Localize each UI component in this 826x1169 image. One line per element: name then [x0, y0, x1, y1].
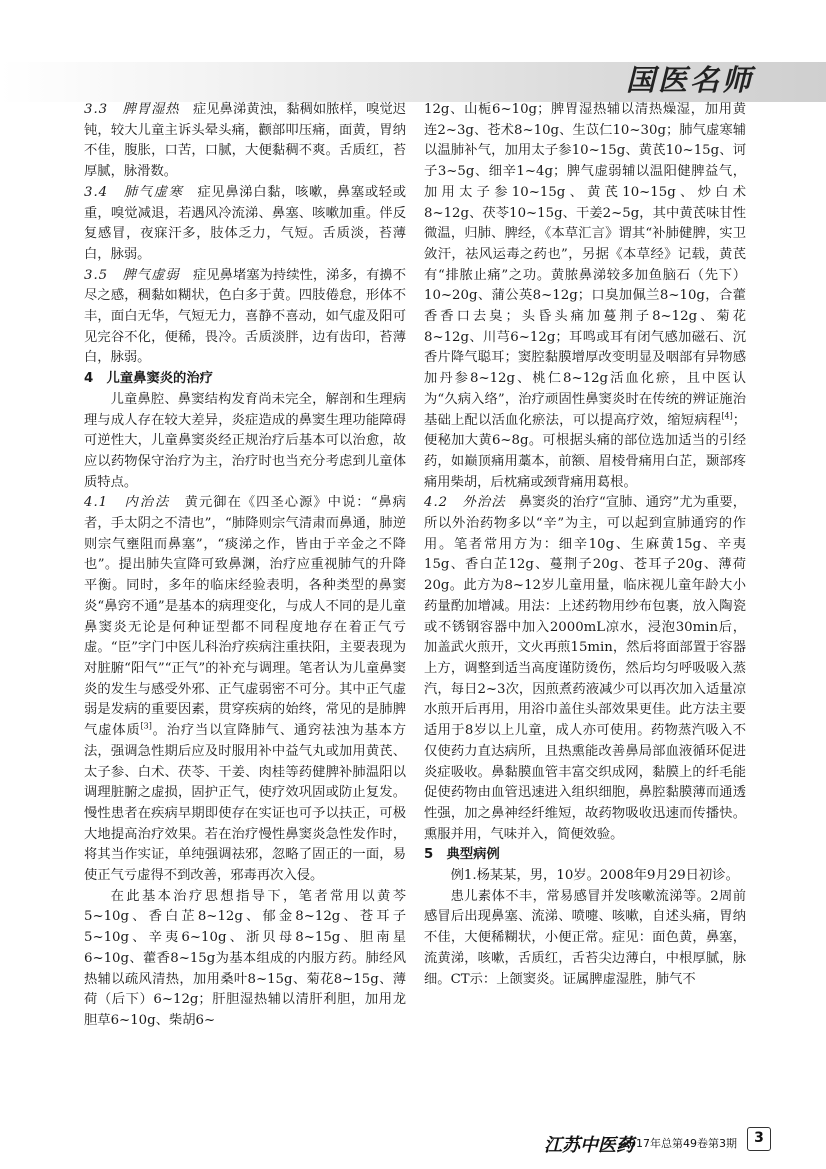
- left-text-column: [84, 100, 406, 1032]
- subsection-label: 4.1 内治法: [84, 495, 171, 511]
- page-number: 3: [747, 1127, 771, 1151]
- paragraph-text: 黄元御在《四圣心源》中说：“鼻病者，手太阴之不清也”，“肺降则宗气清肃而鼻通，肺逆则宗气壅阻而鼻塞”，“痰涕之作，皆由于辛金之不降也”。提出肺失宣降可致鼻渊，治疗应重视肺气的升降平衡。同时，多年的临床经验表明，各种类型的鼻窦炎“鼻窍不通”是基本的病理变化，与成人不同的是儿童鼻窦炎无论是何种证型都不同程度地存在着正气亏虚。“臣”字门中医儿科治疗疾病注重扶阳，主要表现为对脏腑“阳气”“正气”的补充与调理。笔者认为儿童鼻窦炎的发生与感受外邪、正气虚弱密不可分。其中正气虚弱是发病的重要因素，贯穿疾病的始终，常见的是肺脾气虚体质: [84, 495, 406, 739]
- section-heading: 5 典型病例: [424, 847, 500, 863]
- issue-info: 2017年总第49卷第3期: [622, 1137, 737, 1150]
- column-title: 国医名师: [625, 63, 754, 97]
- subsection-label: 3.4 肺气虚寒: [84, 184, 184, 200]
- paragraph-text: 症见鼻堵塞为持续性，涕多，有擤不尽之感，稠黏如糊状，色白多于黄。四肢倦怠，形体不丰，面白无华，气短无力，喜静不喜动，如气虚及阳可见完谷不化，便稀，畏冷。舌质淡胖，边有齿印，苔薄白，脉弱。: [84, 267, 406, 366]
- paragraph-text: ；便秘加大黄6~8g。可根据头痛的部位选加适当的引经药，如巅顶痛用藁本，前额、眉棱骨痛用白芷，颞部疼痛用柴胡，后枕痛或颈背痛用葛根。: [424, 412, 746, 490]
- body-paragraph: 儿童鼻腔、鼻窦结构发育尚未完全，解剖和生理病理与成人存在较大差异，炎症造成的鼻窦生理功能障碍可逆性大，儿童鼻窦炎经正规治疗后基本可以治愈，故应以药物保守治疗为主，治疗时也当充分考虑到儿童体质特点。: [84, 391, 406, 490]
- right-text-column: [424, 100, 746, 990]
- subsection-label: 4.2 外治法: [424, 495, 506, 511]
- body-paragraph: 例1.杨某某，男，10岁。2008年9月29日初诊。: [450, 868, 739, 884]
- subsection-paragraph: [424, 493, 746, 845]
- subsection-paragraph: [84, 493, 406, 886]
- section-heading: 4 儿童鼻窦炎的治疗: [84, 371, 213, 387]
- body-paragraph: [424, 100, 746, 493]
- paragraph-text: 鼻窦炎的治疗“宣肺、通窍”尤为重要，所以外治药物多以“辛”为主，可以起到宣肺通窍的作用。笔者常用方为：细辛10g、生麻黄15g、辛夷15g、香白芷12g、蔓荆子20g、苍耳子20g、薄荷20g。此方为8~12岁儿童用量，临床视儿童年龄大小药量酌加增减。用法：上述药物用纱布包裹，放入陶瓷或不锈钢容器中加入2000mL凉水，浸泡30min后，加盖武火煎开，文火再煎15min，然后将面部置于容器上方，调整到适当高度谨防烫伤，然后均匀呼吸吸入蒸汽，每日2~3次，因煎煮药液减少可以再次加入适量凉水煎开后再用，用浴巾盖住头部效果更佳。此方法主要适用于8岁以上儿童，成人亦可使用。药物蒸汽吸入不仅使药力直达病所，且热熏能改善鼻局部血液循环促进炎症吸收。鼻黏膜血管丰富交织成网，黏膜上的纤毛能促使药物由血管迅速进入组织细胞，鼻腔黏膜薄而通透性强，加之鼻神经纤维短，故药物吸收迅速而传播快。熏服并用，气味并入，简便效验。: [424, 495, 746, 842]
- subsection-paragraph: [84, 100, 406, 183]
- citation-ref: [3]: [140, 721, 152, 731]
- paragraph-text: 。治疗当以宣降肺气、通窍祛浊为基本方法，强调急性期后应及时服用补中益气丸或加用黄芪、太子参、白术、茯苓、干姜、肉桂等药健脾补肺温阳以调理脏腑之虚损，固护正气，使疗效巩固或防止复发。慢性患者在疾病早期即使存在实证也可予以扶正，可极大地提高治疗效果。若在治疗慢性鼻窦炎急性发作时，将其当作实证，单纯强调祛邪，忽略了固正的一面，易使正气亏虚得不到改善，邪毒再次入侵。: [84, 723, 407, 884]
- subsection-paragraph: [84, 183, 406, 266]
- paragraph-text: 症见鼻涕白黏，咳嗽，鼻塞或轻或重，嗅觉减退，若遇风冷流涕、鼻塞、咳嗽加重。伴反复感冒，夜寐汗多，肢体乏力，气短。舌质淡，苔薄白，脉弱。: [84, 184, 407, 262]
- subsection-label: 3.5 脾气虚弱: [84, 267, 180, 283]
- body-paragraph: 患儿素体不丰，常易感冒并发咳嗽流涕等。2周前感冒后出现鼻塞、流涕、喷嚏、咳嗽，自述头痛，胃纳不佳，大便稀糊状，小便正常。症见：面色黄，鼻塞，流黄涕，咳嗽，舌质红，舌苔尖边薄白，中根厚腻，脉细。CT示：上颌窦炎。证属脾虚湿胜，肺气不: [424, 888, 746, 987]
- body-paragraph: 在此基本治疗思想指导下，笔者常用以黄芩5~10g、香白芷8~12g、郁金8~12g、苍耳子5~10g、辛夷6~10g、浙贝母8~15g、胆南星6~10g、藿香8~15g为基本组成的内服方药。肺经风热辅以疏风清热，加用桑叶8~15g、菊花8~15g、薄荷（后下）6~12g；肝胆湿热辅以清肝利胆，加用龙胆草6~10g、柴胡6~: [84, 888, 406, 1028]
- subsection-label: 3.3 脾胃湿热: [84, 102, 180, 117]
- paragraph-text: 12g、山栀6~10g；脾胃湿热辅以清热燥湿，加用黄连2~3g、苍术8~10g、生苡仁10~30g；肺气虚寒辅以温肺补气，加用太子参10~15g、黄芪10~15g、诃子3~5g、细辛1~4g；脾气虚弱辅以温阳健脾益气，加用太子参10~15g、黄芪10~15g、炒白术8~12g、茯苓10~15g、干姜2~5g，其中黄芪味甘性微温，归肺、脾经，《本草汇言》谓其“补肺健脾，实卫敛汗，祛风运毒之药也”，另据《本草经》记载，黄芪有“排脓止痛”之功。黄脓鼻涕较多加鱼脑石（先下）10~20g、蒲公英8~12g；口臭加佩兰8~10g，合藿香香口去臭；头昏头痛加蔓荆子8~12g、菊花8~12g、川芎6~12g；耳鸣或耳有闭气感加磁石、沉香片降气聪耳；窦腔黏膜增厚改变明显及咽部有异物感加丹参8~12g、桃仁8~12g活血化瘀，且中医认为“久病入络”，治疗顽固性鼻窦炎时在传统的辨证施治基础上配以活血化瘀法，可以提高疗效，缩短病程: [424, 102, 746, 428]
- citation-ref: [4]: [721, 411, 733, 421]
- subsection-paragraph: [84, 266, 406, 370]
- journal-name: 江苏中医药: [544, 1135, 634, 1156]
- paragraph-text: 症见鼻涕黄浊，黏稠如脓样，嗅觉迟钝，较大儿童主诉头晕头痛，颧部叩压痛，面黄，胃纳不佳，腹胀，口苦，口腻，大便黏稠不爽。舌质红，苔厚腻，脉滑数。: [84, 102, 406, 180]
